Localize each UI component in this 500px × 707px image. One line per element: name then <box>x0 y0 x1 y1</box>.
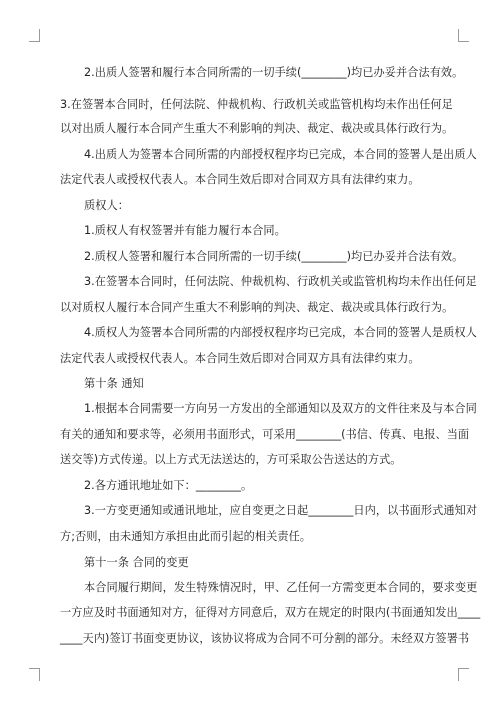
text-line: 3.一方变更通知或通讯地址，应自变更之日起________日内，以书面形式通知对 <box>84 504 478 517</box>
text-line: 方;否则，由未通知方承担由此而引起的相关责任。 <box>60 530 312 543</box>
crop-mark-top-left <box>29 29 40 42</box>
text-line: 本合同履行期间，发生特殊情况时，甲、乙任何一方需变更本合同的，要求变更 <box>84 581 478 594</box>
section-label: 质权人： <box>84 199 129 212</box>
text-line: 法定代表人或授权代表人。本合同生效后即对合同双方具有法律约束力。 <box>60 352 420 365</box>
text-line: 以对出质人履行本合同产生重大不利影响的判决、裁定、裁决或具体行政行为。 <box>60 122 454 135</box>
text-line: 2.质权人签署和履行本合同所需的一切手续(________)均已办妥并合法有效。 <box>84 250 464 263</box>
text-line: 4.出质人为签署本合同所需的内部授权程序均已完成，本合同的签署人是出质人 <box>84 148 477 161</box>
text-line: 1.根据本合同需要一方向另一方发出的全部通知以及双方的文件往来及与本合同 <box>84 402 477 415</box>
text-line: 3.在签署本合同时，任何法院、仲裁机构、行政机关或监管机构均未作出任何足 <box>60 98 453 111</box>
text-line: 4.质权人为签署本合同所需的内部授权程序均已完成，本合同的签署人是质权人 <box>84 326 477 339</box>
text-line: 法定代表人或授权代表人。本合同生效后即对合同双方具有法律约束力。 <box>60 173 420 186</box>
text-line: 一方应及时书面通知对方，征得对方同意后，双方在规定的时限内(书面通知发出____ <box>60 606 481 619</box>
text-line: ____天内)签订书面变更协议，该协议将成为合同不可分割的部分。未经双方签署书 <box>60 632 470 645</box>
text-line: 送交等)方式传递。以上方式无法送达的，方可采取公告送达的方式。 <box>60 453 402 466</box>
crop-mark-bottom-left <box>29 668 40 681</box>
article-heading: 第十条 通知 <box>84 377 144 390</box>
crop-mark-top-right <box>458 29 469 42</box>
article-heading: 第十一条 合同的变更 <box>84 556 189 569</box>
text-line: 以对质权人履行本合同产生重大不利影响的判决、裁定、裁决或具体行政行为。 <box>60 301 454 314</box>
text-line: 1.质权人有权签署并有能力履行本合同。 <box>84 224 286 237</box>
text-line: 3.在签署本合同时，任何法院、仲裁机构、行政机关或监管机构均未作出任何足 <box>84 275 477 288</box>
text-line: 2.各方通讯地址如下：________。 <box>84 479 253 492</box>
crop-mark-bottom-right <box>458 668 469 681</box>
text-line: 有关的通知和要求等，必须用书面形式，可采用________(书信、传真、电报、当面 <box>60 428 470 441</box>
text-line: 2.出质人签署和履行本合同所需的一切手续(________)均已办妥并合法有效。 <box>84 66 464 79</box>
